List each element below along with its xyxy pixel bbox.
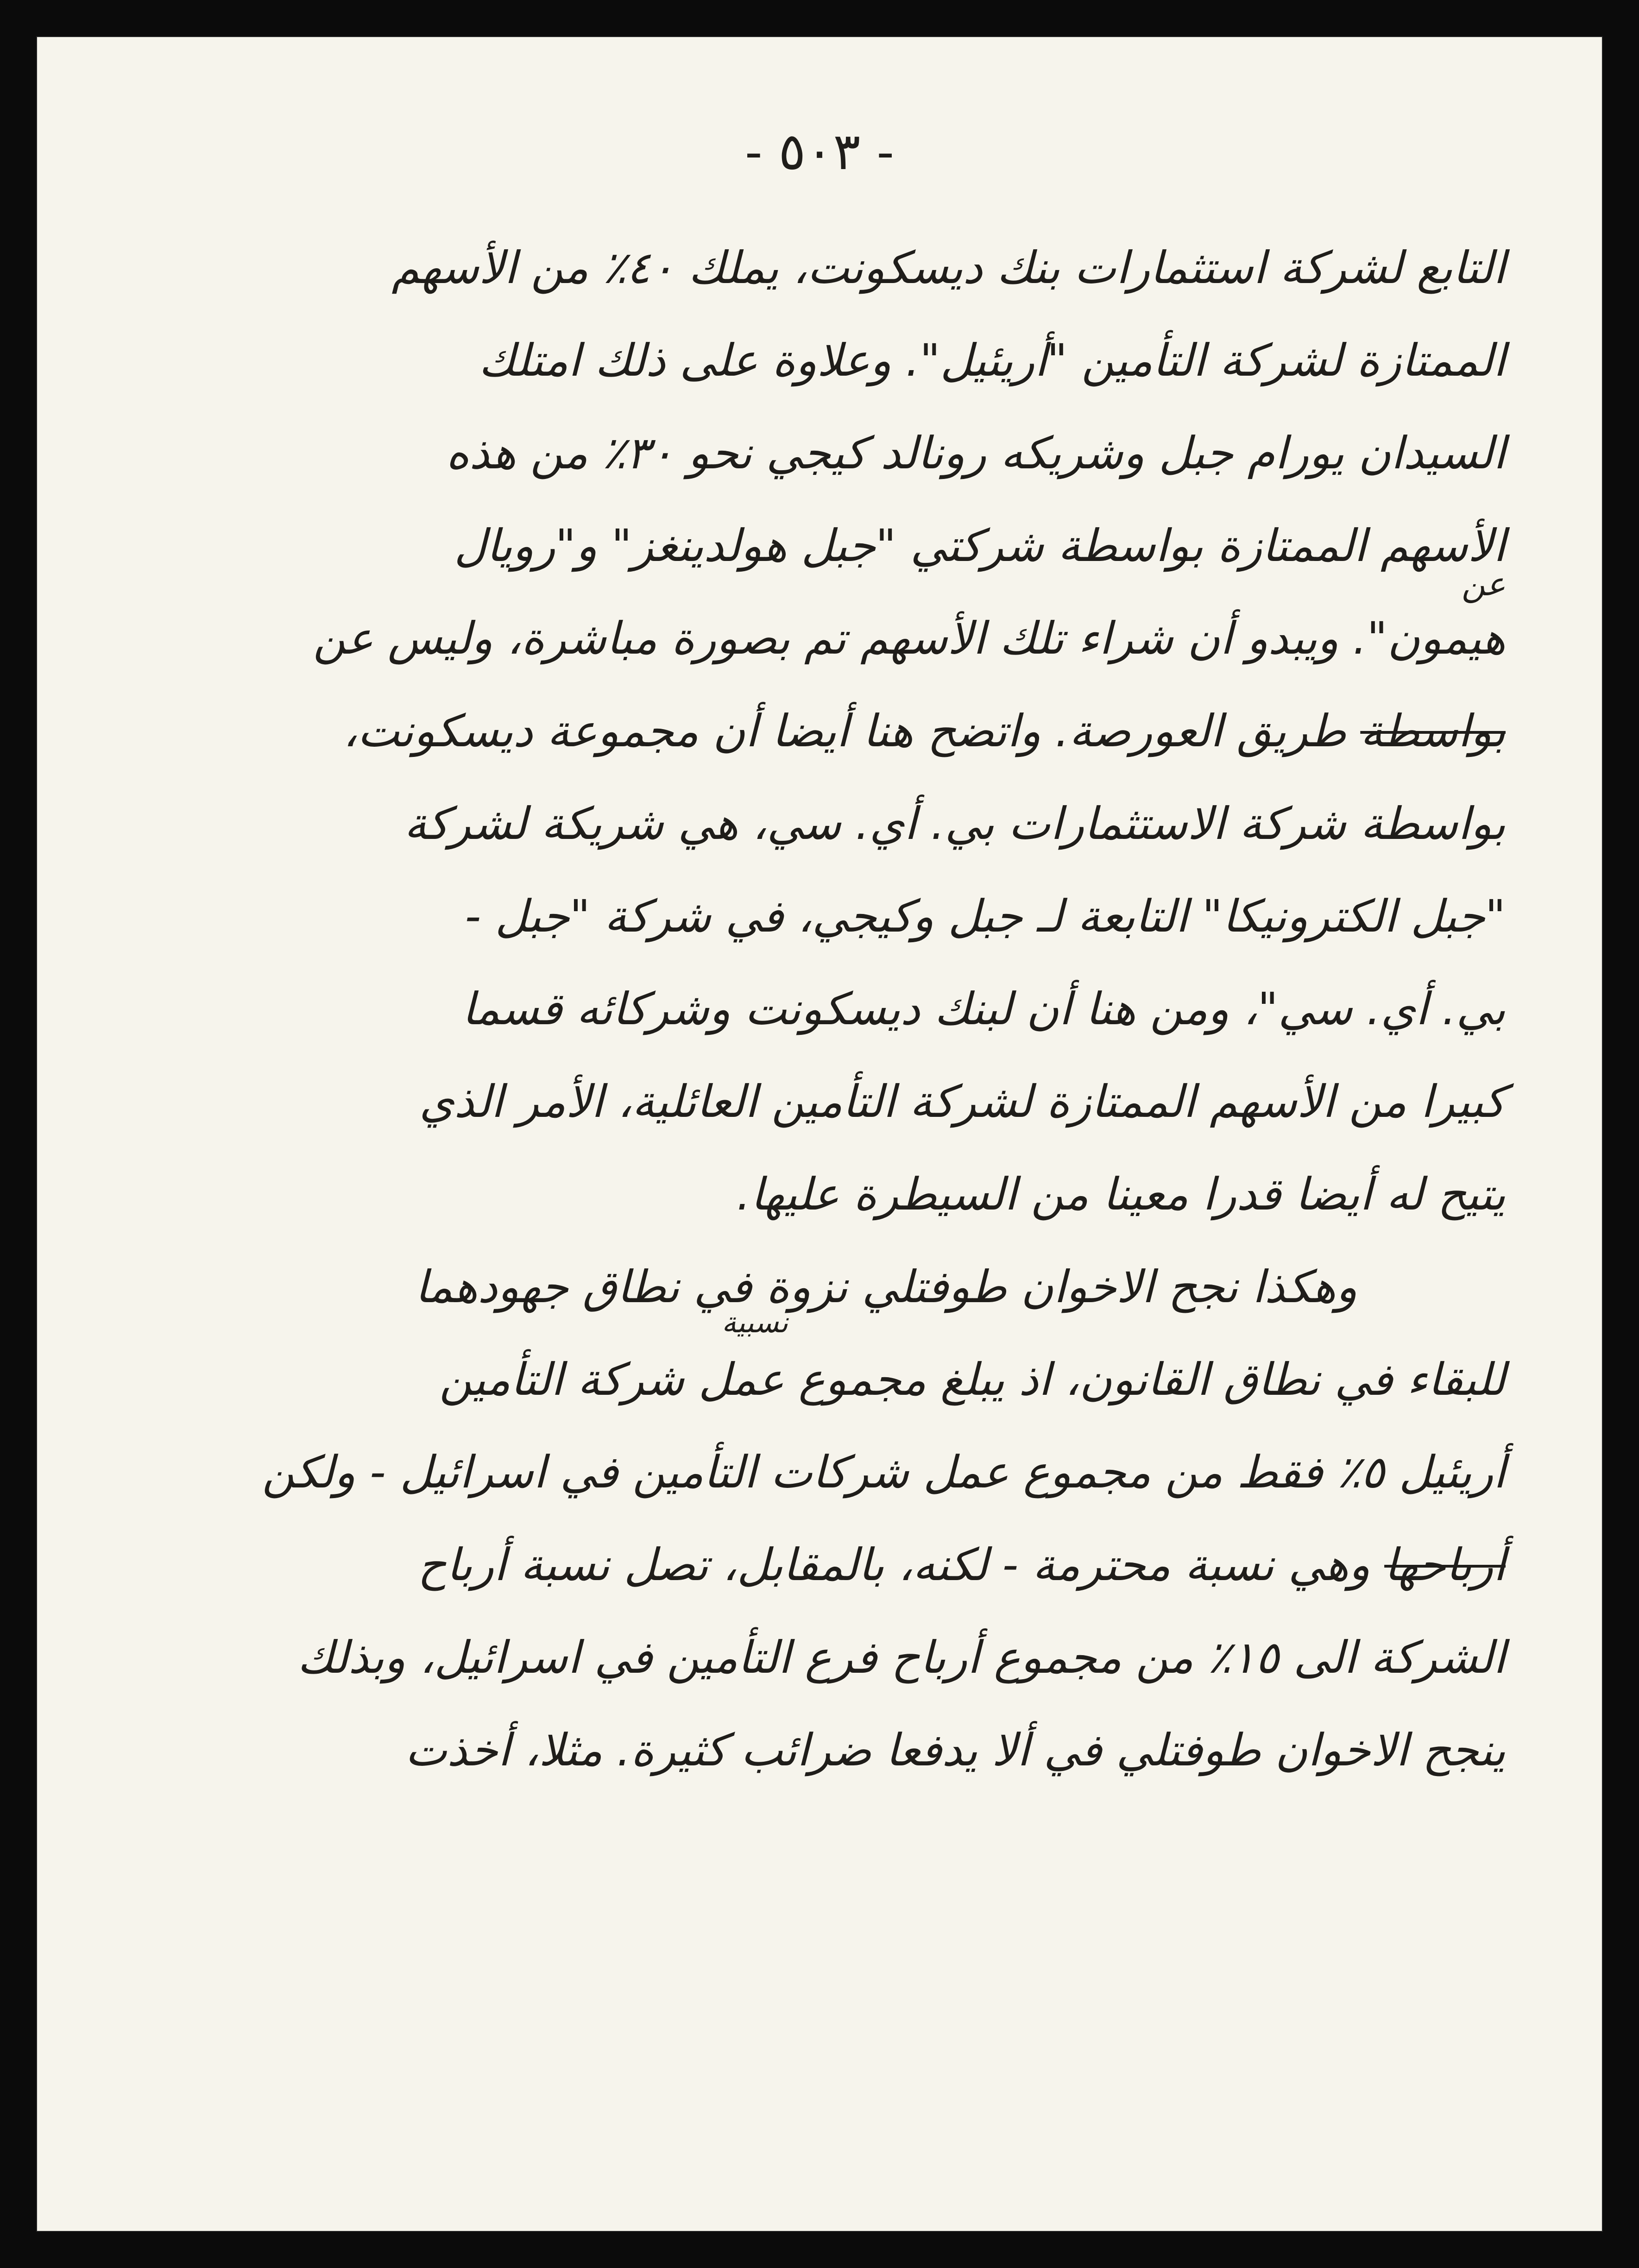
text-line-3: السيدان يورام جبل وشريكه رونالد كيجي نحو ٣٠٪ من هذه [446,427,1506,479]
text-line-11: يتيح له أيضا قدرا معينا من السيطرة عليها. [736,1168,1506,1220]
text-line-15 [129,1518,1506,1611]
text-line-1: التابع لشركة استثمارات بنك ديسكونت، يملك ٤٠٪ من الأسهم [391,242,1506,294]
text-line-7: بواسطة شركة الاستثمارات بي. أي. سي، هي شريكة لشركة [404,798,1506,850]
text-line-10: كبيرا من الأسهم الممتازة لشركة التأمين العائلية، الأمر الذي [419,1076,1506,1128]
text-line-16: الشركة الى ١٥٪ من مجموع أرباح فرع التأمين في اسرائيل، وبذلك [297,1632,1506,1683]
text-line-4: الأسهم الممتازة بواسطة شركتي "جبل هولدينغز" و"رويال [454,520,1506,572]
text-line-12: وهكذا نجح الاخوان طوفتلي نزوة في نطاق جهودهما [415,1261,1357,1313]
struck-word: أرباحها [1384,1539,1506,1591]
document-page [36,36,1603,2232]
inserted-word: نسبية [722,1305,788,1339]
text-line-13: للبقاء في نطاق القانون، اذ يبلغ مجموع عمل شركة التأمين [439,1354,1506,1405]
text-line-5: هيمون". ويبدو أن شراء تلك الأسهم تم بصورة مباشرة، وليس عن [313,612,1506,664]
struck-word: بواسطة [1360,705,1506,757]
text-line-9: بي. أي. سي"، ومن هنا أن لبنك ديسكونت وشركائه قسما [462,983,1506,1035]
text-line-14: أريئيل ٥٪ فقط من مجموع عمل شركات التأمين في اسرائيل - ولكن [262,1446,1506,1498]
text-line-6-body: طريق العورصة. واتضح هنا أيضا أن مجموعة ديسكونت، [343,705,1346,757]
page-number: - ٥٠٣ - [745,122,894,181]
text-line-2: الممتازة لشركة التأمين "أريئيل". وعلاوة على ذلك امتلك [479,334,1506,386]
margin-note: عن [1461,565,1506,603]
text-line-6 [129,685,1506,777]
text-line-17: ينجح الاخوان طوفتلي في ألا يدفعا ضرائب كثيرة. مثلا، أخذت [405,1724,1506,1776]
text-line-15-body: وهي نسبة محترمة - لكنه، بالمقابل، تصل نسبة أرباح [417,1539,1370,1591]
handwritten-text [129,221,1506,1796]
text-line-8: "جبل الكترونيكا" التابعة لـ جبل وكيجي، في شركة "جبل - [465,890,1506,942]
